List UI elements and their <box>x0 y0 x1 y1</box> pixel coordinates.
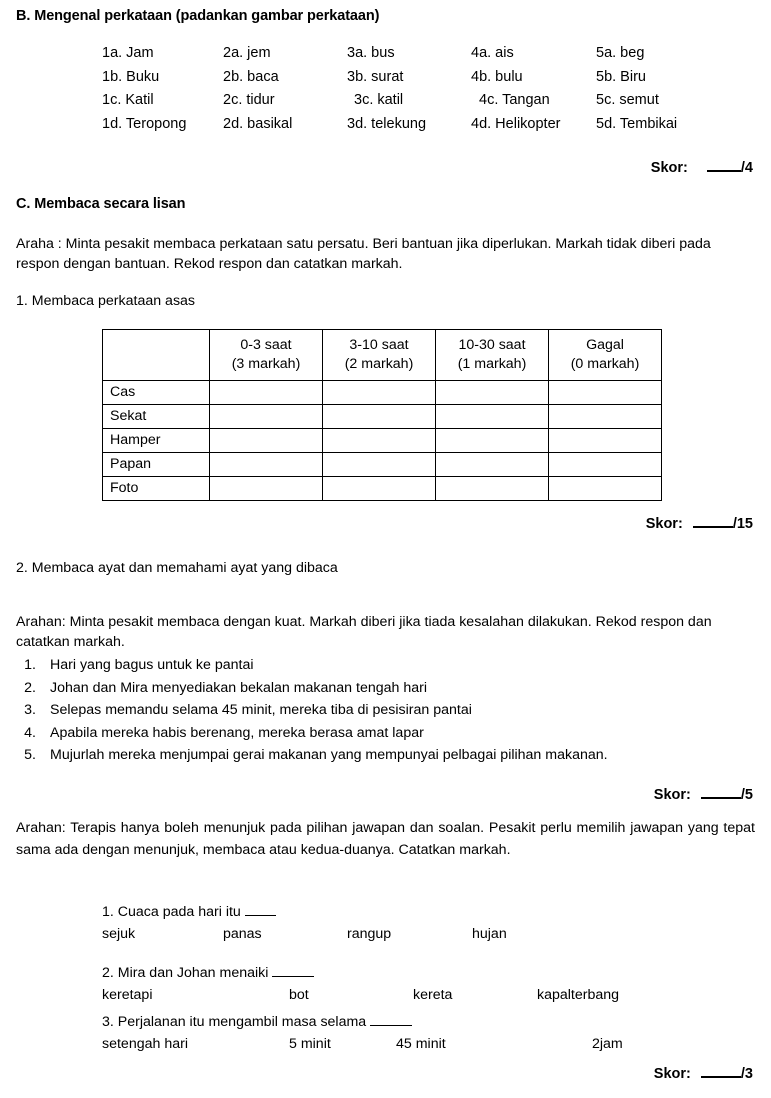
table-row-label: Papan <box>103 453 210 477</box>
score-blank[interactable] <box>701 1064 741 1078</box>
word-item: 4d. Helikopter <box>471 115 561 132</box>
word-row <box>102 89 702 113</box>
task2-sentence-list <box>14 654 754 767</box>
score-line-task1 <box>646 514 753 532</box>
table-cell-empty[interactable] <box>210 453 323 477</box>
header-line-1: 3-10 saat <box>349 337 409 353</box>
list-item <box>14 699 754 722</box>
word-row <box>102 42 702 66</box>
header-line-2: (1 markah) <box>457 356 527 372</box>
table-cell-empty[interactable] <box>436 429 549 453</box>
task3-instruction: Arahan: Terapis hanya boleh menunjuk pada pilihan jawapan dan soalan. Pesakit perlu memilih jawapan yang tepat sama ada dengan menunjuk, membaca atau kedua-duanya. Catatkan markah. <box>16 820 755 858</box>
list-item-text: Apabila mereka habis berenang, mereka berasa amat lapar <box>50 724 424 741</box>
mcq-question-1 <box>102 902 742 945</box>
table-column-header <box>549 330 662 381</box>
score-max: /15 <box>732 516 753 532</box>
table-cell-empty[interactable] <box>549 405 662 429</box>
list-item-number: 5. <box>24 747 36 764</box>
word-item: 2a. jem <box>223 45 271 61</box>
score-max: /3 <box>740 1066 753 1082</box>
word-item: 4c. Tangan <box>479 92 550 108</box>
word-item: 2d. basikal <box>223 115 293 132</box>
table-corner-cell <box>103 330 210 381</box>
question-prompt <box>102 1012 742 1033</box>
option-choice[interactable]: rangup <box>347 926 392 942</box>
score-label: Skor: <box>653 787 691 803</box>
list-item <box>14 677 754 700</box>
score-line-section-b <box>651 158 753 176</box>
list-item-number: 2. <box>24 679 36 696</box>
word-item: 3c. katil <box>354 92 404 108</box>
table-cell-empty[interactable] <box>323 477 436 501</box>
section-b-word-grid <box>102 42 702 136</box>
option-choice[interactable]: panas <box>223 926 262 942</box>
table-column-header <box>323 330 436 381</box>
word-row <box>102 113 702 137</box>
table-row-label: Sekat <box>103 405 210 429</box>
header-line-2: (3 markah) <box>231 356 301 372</box>
score-line-task3 <box>654 1064 753 1082</box>
option-choice[interactable]: keretapi <box>102 987 153 1003</box>
word-item: 3a. bus <box>347 45 395 61</box>
option-choice[interactable]: hujan <box>472 926 507 942</box>
mcq-question-2 <box>102 963 742 1006</box>
table-cell-empty[interactable] <box>210 405 323 429</box>
word-item: 4b. bulu <box>471 68 523 85</box>
word-item: 3d. telekung <box>347 115 427 132</box>
score-label: Skor: <box>645 516 683 532</box>
header-line-1: Gagal <box>586 337 624 353</box>
question-prompt <box>102 902 742 923</box>
word-item: 5d. Tembikai <box>596 115 678 132</box>
table-row <box>103 405 662 429</box>
score-label: Skor: <box>653 1066 691 1082</box>
answer-blank[interactable] <box>245 904 276 916</box>
option-row <box>102 923 742 945</box>
score-max: /4 <box>740 160 753 176</box>
table-cell-empty[interactable] <box>549 477 662 501</box>
question-text: 2. Mira dan Johan menaiki <box>102 965 269 981</box>
word-item: 1a. Jam <box>102 45 154 61</box>
table-row-label: Hamper <box>103 429 210 453</box>
score-line-task2 <box>654 785 753 803</box>
table-cell-empty[interactable] <box>436 405 549 429</box>
question-prompt <box>102 963 742 984</box>
table-column-header <box>436 330 549 381</box>
option-row <box>102 984 742 1006</box>
list-item-number: 1. <box>24 657 36 673</box>
score-blank[interactable] <box>701 785 741 799</box>
word-item: 5b. Biru <box>596 68 646 85</box>
word-row <box>102 66 702 90</box>
list-item-text: Hari yang bagus untuk ke pantai <box>50 657 254 673</box>
task1-title: 1. Membaca perkataan asas <box>16 293 196 309</box>
option-row <box>102 1033 742 1055</box>
question-text: 3. Perjalanan itu mengambil masa selama <box>102 1014 367 1030</box>
table-column-header <box>210 330 323 381</box>
section-c-heading: C. Membaca secara lisan <box>16 196 186 212</box>
table-cell-empty[interactable] <box>323 405 436 429</box>
list-item-number: 3. <box>24 702 36 719</box>
table-header-row <box>103 330 662 381</box>
table-cell-empty[interactable] <box>323 381 436 405</box>
header-line-2: (2 markah) <box>344 356 414 372</box>
word-item: 2b. baca <box>223 68 279 85</box>
word-item: 1b. Buku <box>102 68 160 85</box>
score-max: /5 <box>740 787 753 803</box>
word-item: 5a. beg <box>596 45 645 61</box>
header-line-1: 10-30 saat <box>458 337 526 353</box>
answer-blank[interactable] <box>370 1014 412 1026</box>
word-item: 4a. ais <box>471 45 514 61</box>
table-cell-empty[interactable] <box>436 453 549 477</box>
table-row <box>103 429 662 453</box>
option-choice[interactable]: 5 minit <box>289 1036 331 1052</box>
table-row <box>103 381 662 405</box>
option-choice[interactable]: kereta <box>413 987 453 1003</box>
task2-title: 2. Membaca ayat dan memahami ayat yang dibaca <box>16 560 338 576</box>
table-row <box>103 477 662 501</box>
table-cell-empty[interactable] <box>549 429 662 453</box>
score-blank[interactable] <box>693 514 733 528</box>
option-choice[interactable]: 2jam <box>592 1036 623 1052</box>
section-c-instruction: Araha : Minta pesakit membaca perkataan satu persatu. Beri bantuan jika diperlukan. Markah tidak diberi pada respon dengan bantuan. Rekod respon dan catatkan markah. <box>16 236 711 272</box>
table-cell-empty[interactable] <box>549 453 662 477</box>
word-item: 1c. Katil <box>102 92 154 108</box>
option-choice[interactable]: bot <box>289 987 309 1003</box>
mcq-question-3 <box>102 1012 742 1055</box>
table-row-label: Foto <box>103 477 210 501</box>
reading-score-table <box>102 329 662 501</box>
word-item: 3b. surat <box>347 68 404 85</box>
table-cell-empty[interactable] <box>210 429 323 453</box>
header-line-2: (0 markah) <box>570 356 640 372</box>
option-choice[interactable]: 45 minit <box>396 1036 446 1052</box>
list-item <box>14 722 754 745</box>
table-cell-empty[interactable] <box>549 381 662 405</box>
word-item: 1d. Teropong <box>102 115 187 132</box>
option-choice[interactable]: setengah hari <box>102 1036 188 1052</box>
list-item <box>14 654 754 677</box>
score-label: Skor: <box>650 160 688 176</box>
option-choice[interactable]: sejuk <box>102 926 136 942</box>
section-b-heading: B. Mengenal perkataan (padankan gambar perkataan) <box>16 8 380 24</box>
option-choice[interactable]: kapalterbang <box>537 987 620 1003</box>
table-cell-empty[interactable] <box>323 429 436 453</box>
answer-blank[interactable] <box>272 965 314 977</box>
score-blank[interactable] <box>707 158 741 172</box>
list-item-number: 4. <box>24 724 36 741</box>
header-line-1: 0-3 saat <box>240 337 292 353</box>
word-item: 2c. tidur <box>223 92 275 108</box>
table-row <box>103 453 662 477</box>
table-row-label: Cas <box>103 381 210 405</box>
list-item-text: Mujurlah mereka menjumpai gerai makanan yang mempunyai pelbagai pilihan makanan. <box>50 747 608 764</box>
word-item: 5c. semut <box>596 92 659 108</box>
list-item <box>14 744 754 767</box>
task2-instruction: Arahan: Minta pesakit membaca dengan kuat. Markah diberi jika tiada kesalahan dilakukan. Rekod respon dan catatkan markah. <box>16 614 712 650</box>
list-item-text: Selepas memandu selama 45 minit, mereka tiba di pesisiran pantai <box>50 702 472 719</box>
table-cell-empty[interactable] <box>210 381 323 405</box>
question-text: 1. Cuaca pada hari itu <box>102 904 241 920</box>
table-cell-empty[interactable] <box>436 477 549 501</box>
list-item-text: Johan dan Mira menyediakan bekalan makanan tengah hari <box>50 679 428 696</box>
table-cell-empty[interactable] <box>436 381 549 405</box>
table-cell-empty[interactable] <box>323 453 436 477</box>
table-cell-empty[interactable] <box>210 477 323 501</box>
